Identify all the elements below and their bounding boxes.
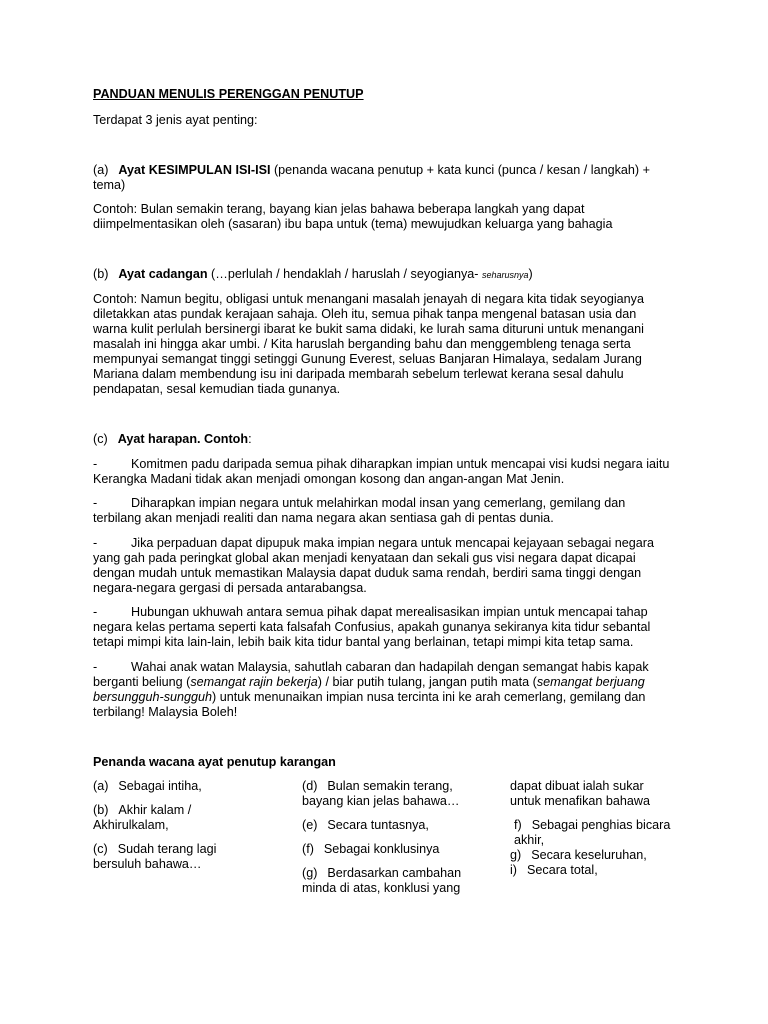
penanda-column-2 xyxy=(302,779,487,905)
section-b-subtitle: (…perlulah / hendaklah / haruslah / seyogianya- xyxy=(207,267,482,281)
section-c-marker: (c) xyxy=(93,432,108,446)
section-a-heading xyxy=(93,163,673,193)
section-a-marker: (a) xyxy=(93,163,109,177)
list-item: g) Secara keseluruhan, xyxy=(510,848,647,862)
section-a-subtitle: (penanda wacana penutup + kata kunci (punca / kesan / langkah) + tema) xyxy=(93,163,650,192)
list-item: - Komitmen padu daripada semua pihak diharapkan impian untuk mencapai visi kudsi negara iaitu Kerangka Madani tidak akan menjadi omongan kosong dan angan-angan Mat Jenin. xyxy=(93,457,670,486)
penanda-heading: Penanda wacana ayat penutup karangan xyxy=(93,755,336,769)
list-item: f) Sebagai penghias bicara akhir, xyxy=(514,818,671,847)
section-b-title: Ayat cadangan xyxy=(118,267,208,281)
section-a-example: Contoh: Bulan semakin terang, bayang kian jelas bahawa beberapa langkah yang dapat diimpelmentasikan oleh (sasaran) ibu bapa untuk (tema) mewujudkan keluarga yang bahagia xyxy=(93,202,613,231)
section-c-close: : xyxy=(248,432,252,446)
section-b-heading xyxy=(93,267,673,283)
intro-text: Terdapat 3 jenis ayat penting: xyxy=(93,113,258,127)
list-item: i) Secara total, xyxy=(510,863,598,877)
list-item: (b) Akhir kalam / Akhirulkalam, xyxy=(93,803,192,832)
section-c-heading xyxy=(93,432,673,447)
list-item: (a) Sebagai intiha, xyxy=(93,779,202,793)
list-item-continuation: dapat dibuat ialah sukar untuk menafikan bahawa xyxy=(510,779,651,808)
list-item: - Jika perpaduan dapat dipupuk maka impian negara untuk mencapai kejayaan sebagai negara yang gah pada peringkat global akan menjadi kenyataan dan sekali gus visi negara dapat dicapai dengan mudah untuk memastikan Malaysia dapat duduk sama rendah, berdiri sama tinggi dengan negara-negara gergasi di persada antarabangsa. xyxy=(93,536,655,595)
list-item: (g) Berdasarkan cambahan minda di atas, konklusi yang xyxy=(302,866,462,895)
list-item: (c) Sudah terang lagi bersuluh bahawa… xyxy=(93,842,217,871)
list-item: - Diharapkan impian negara untuk melahirkan modal insan yang cemerlang, gemilang dan terbilang akan menjadi realiti dan nama negara akan sentiasa gah di pentas dunia. xyxy=(93,496,626,525)
section-c-title: Ayat harapan. Contoh xyxy=(117,432,249,446)
section-b-close: ) xyxy=(528,267,533,281)
penanda-column-1 xyxy=(93,779,268,881)
list-item: (f) Sebagai konklusinya xyxy=(302,842,440,856)
section-b-small-note: seharusnya xyxy=(481,270,529,280)
list-item: (d) Bulan semakin terang, bayang kian jelas bahawa… xyxy=(302,779,460,808)
penanda-column-3 xyxy=(510,779,675,878)
list-item: - Hubungan ukhuwah antara semua pihak dapat merealisasikan impian untuk mencapai tahap negara kelas pertama seperti kata falsafah Confusius, apakah gunanya sekiranya kita tidur sebantal tetapi mimpi kita lain-lain, lebih baik kita tidur bantal yang berlainan, tetapi mimpi kita tetap sama. xyxy=(93,605,651,649)
page-title: PANDUAN MENULIS PERENGGAN PENUTUP xyxy=(93,87,364,101)
section-b-example: Contoh: Namun begitu, obligasi untuk menangani masalah jenayah di negara kita tidak seyogianya diletakkan atas pundak kerajaan sahaja. Oleh itu, semua pihak tanpa mengenal batasan usia dan warna kulit perlulah bersinergi ibarat ke bukit sama didaki, ke lurah sama dituruni untuk menangani masalah ini hingga akar umbi. / Kita haruslah berganding bahu dan menggembleng tenaga serta mempunyai semangat tinggi setinggi Gunung Everest, seluas Banjaran Himalaya, sedalam Jurang Mariana dalam membendung isu ini daripada membarah sebelum terlewat kerana sesal dahulu pendapatan, sesal kemudian tiada gunanya. xyxy=(93,292,644,396)
section-a-title: Ayat KESIMPULAN ISI-ISI xyxy=(118,163,271,177)
list-item: - Wahai anak watan Malaysia, sahutlah cabaran dan hadapilah dengan semangat habis kapak berganti beliung (semangat rajin bekerja) / biar putih tulang, jangan putih mata (semangat berjuang bersungguh-sungguh) untuk menunaikan impian nusa tercinta ini ke arah cemerlang, gemilang dan terbilang! Malaysia Boleh! xyxy=(93,660,649,719)
section-b-marker: (b) xyxy=(93,267,109,281)
list-item: (e) Secara tuntasnya, xyxy=(302,818,429,832)
